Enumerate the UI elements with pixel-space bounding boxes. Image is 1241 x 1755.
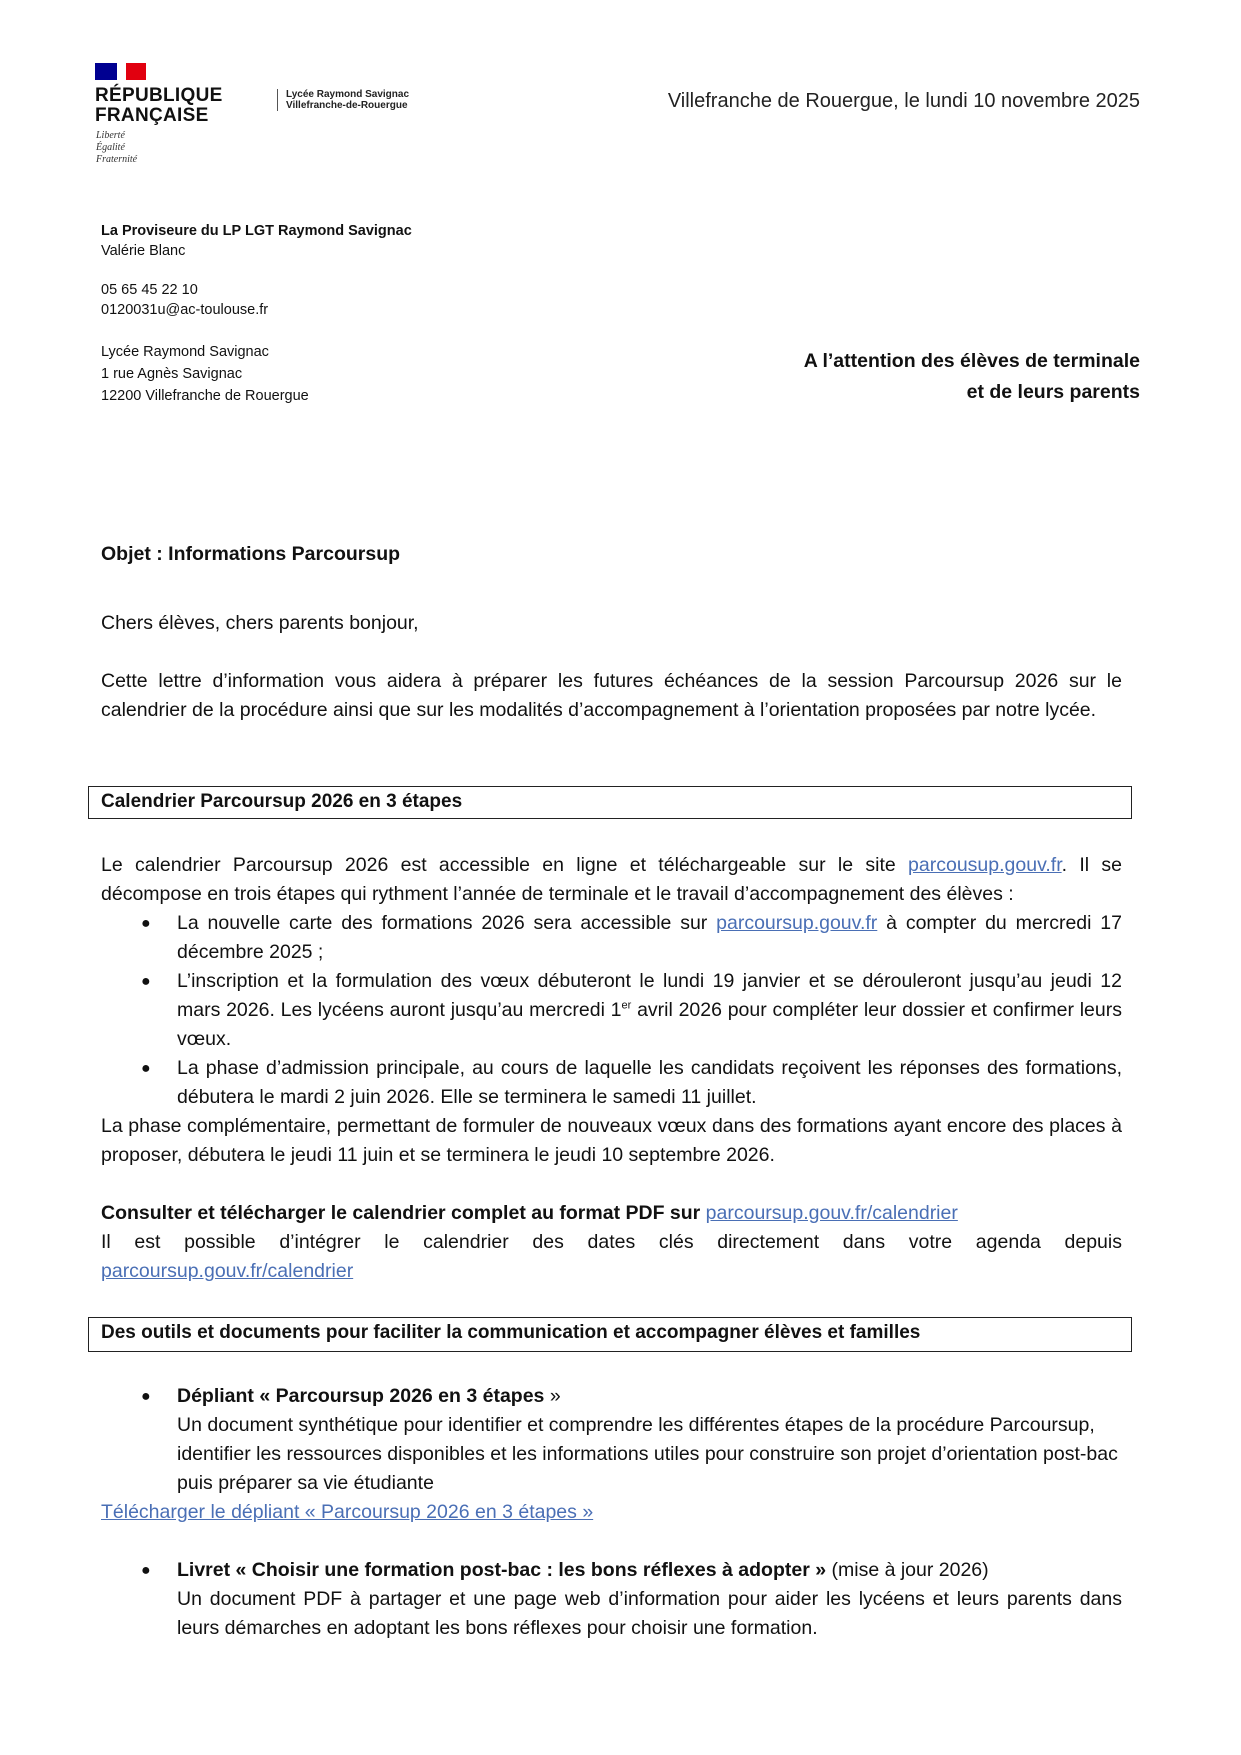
calendar-intro-text: Le calendrier Parcoursup 2026 est accessible en ligne et téléchargeable sur le site [101, 854, 909, 876]
bullet-icon: ● [141, 973, 151, 990]
download-depliant-link[interactable]: Télécharger le dépliant « Parcoursup 2026 en 3 étapes » [101, 1501, 594, 1523]
recipient-block [804, 346, 1140, 408]
list-item [101, 1382, 1122, 1498]
motto-liberte: Liberté [96, 130, 125, 141]
school-town: Villefranche-de-Rouergue [286, 100, 408, 111]
step-1-tail: à compter du mercredi 17 décembre 2025 ; [177, 912, 1122, 963]
parcousup-link[interactable]: parcousup.gouv.fr [908, 854, 1062, 876]
list-item [101, 1054, 1122, 1112]
tools-list-2 [101, 1556, 1122, 1643]
logo-line-1: RÉPUBLIQUE [95, 85, 223, 106]
flag-red-stripe [126, 63, 146, 80]
download-calendar-line [101, 1199, 1122, 1228]
depliant-title-tail: » [544, 1385, 561, 1407]
republic-motto [96, 130, 137, 166]
section-heading-calendar [88, 786, 1132, 819]
sender-title: La Proviseure du LP LGT Raymond Savignac [101, 223, 412, 239]
step-2-superscript: er [621, 999, 632, 1012]
step-1-text: La nouvelle carte des formations 2026 sera accessible sur [177, 912, 717, 934]
address-line-2: 1 rue Agnès Savignac [101, 366, 243, 382]
address-line-3: 12200 Villefranche de Rouergue [101, 388, 309, 404]
recipient-line-2: et de leurs parents [966, 381, 1140, 403]
school-label [277, 89, 409, 111]
motto-fraternite: Fraternité [96, 154, 138, 165]
agenda-paragraph [101, 1228, 1122, 1286]
flag-blue-stripe [95, 63, 117, 80]
calendar-steps-list [101, 909, 1122, 1112]
calendar-intro-tail: . Il se décompose en trois étapes qui rythment l’année de terminale et le travail d’accompagnement des élèves : [101, 854, 1122, 905]
spacer [101, 1527, 1122, 1556]
list-item [101, 909, 1122, 967]
address-line-1: Lycée Raymond Savignac [101, 344, 269, 360]
download-calendar-text: Consulter et télécharger le calendrier complet au format PDF sur [101, 1202, 706, 1224]
bullet-icon: ● [141, 1388, 151, 1405]
calendar-pdf-link[interactable]: parcoursup.gouv.fr/calendrier [705, 1202, 958, 1224]
complementary-phase-paragraph: La phase complémentaire, permettant de formuler de nouveaux vœux dans des formations ayant encore des places à proposer, débutera le jeudi 11 juin et se terminera le jeudi 10 septembre 2026. [101, 1115, 1122, 1166]
bullet-icon: ● [141, 1562, 151, 1579]
sender-address [101, 341, 309, 407]
section-heading-tools [88, 1317, 1132, 1352]
list-item [101, 1556, 1122, 1643]
depliant-title: Dépliant « Parcoursup 2026 en 3 étapes [177, 1385, 545, 1407]
republique-francaise-logo-text [95, 86, 223, 126]
agenda-text: Il est possible d’intégrer le calendrier des dates clés directement dans votre agenda depuis [101, 1231, 1122, 1253]
calendar-intro-paragraph [101, 851, 1122, 909]
recipient-line-1: A l’attention des élèves de terminale [803, 350, 1140, 372]
depliant-description: Un document synthétique pour identifier et comprendre les différentes étapes de la procédure Parcoursup, identifier les ressources disponibles et les informations utiles pour construire son projet d’orientation post-bac puis préparer sa vie étudiante [177, 1414, 1118, 1494]
sender-block [101, 221, 412, 261]
step-2-text: L’inscription et la formulation des vœux débuteront le lundi 19 janvier et se dérouleront jusqu’au jeudi 12 mars 2026. Les lycéens auront jusqu’au mercredi 1 [177, 970, 1122, 1021]
flag-white-stripe [117, 63, 126, 80]
republique-francaise-flag-icon [95, 63, 146, 80]
calendar-section-body [101, 851, 1122, 1286]
bullet-icon: ● [141, 915, 151, 932]
tools-section-body [101, 1382, 1122, 1643]
section-heading-tools-text: Des outils et documents pour faciliter la communication et accompagner élèves et familles [101, 1322, 921, 1343]
bullet-icon: ● [141, 1060, 151, 1077]
sender-email: 0120031u@ac-toulouse.fr [101, 302, 269, 318]
logo-line-2: FRANÇAISE [95, 105, 209, 126]
letter-greeting: Chers élèves, chers parents bonjour, [101, 612, 419, 634]
section-heading-calendar-text: Calendrier Parcoursup 2026 en 3 étapes [101, 791, 463, 812]
sender-phone: 05 65 45 22 10 [101, 282, 198, 298]
letter-date: Villefranche de Rouergue, le lundi 10 novembre 2025 [667, 90, 1140, 112]
step-2-tail: avril 2026 pour compléter leur dossier et confirmer leurs vœux. [177, 999, 1122, 1050]
livret-title-tail: (mise à jour 2026) [826, 1559, 989, 1581]
sender-name: Valérie Blanc [101, 243, 186, 259]
livret-title: Livret « Choisir une formation post-bac : les bons réflexes à adopter » [177, 1559, 827, 1581]
letter-subject: Objet : Informations Parcoursup [101, 543, 401, 565]
school-name: Lycée Raymond Savignac [286, 89, 410, 100]
spacer [101, 1170, 1122, 1199]
parcoursup-link[interactable]: parcoursup.gouv.fr [716, 912, 878, 934]
letter-intro: Cette lettre d’information vous aidera à préparer les futures échéances de la session Parcoursup 2026 sur le calendrier de la procédure ainsi que sur les modalités d’accompagnement à l’orientation proposées par notre lycée. [101, 670, 1122, 721]
motto-egalite: Égalité [96, 142, 125, 153]
list-item [101, 967, 1122, 1054]
calendar-agenda-link[interactable]: parcoursup.gouv.fr/calendrier [101, 1260, 354, 1282]
livret-description: Un document PDF à partager et une page web d’information pour aider les lycéens et leurs parents dans leurs démarches en adoptant les bons réflexes pour choisir une formation. [177, 1588, 1122, 1639]
tools-list [101, 1382, 1122, 1498]
sender-contact [101, 280, 268, 320]
step-3-text: La phase d’admission principale, au cours de laquelle les candidats reçoivent les réponses des formations, débutera le mardi 2 juin 2026. Elle se terminera le samedi 11 juillet. [177, 1057, 1122, 1108]
